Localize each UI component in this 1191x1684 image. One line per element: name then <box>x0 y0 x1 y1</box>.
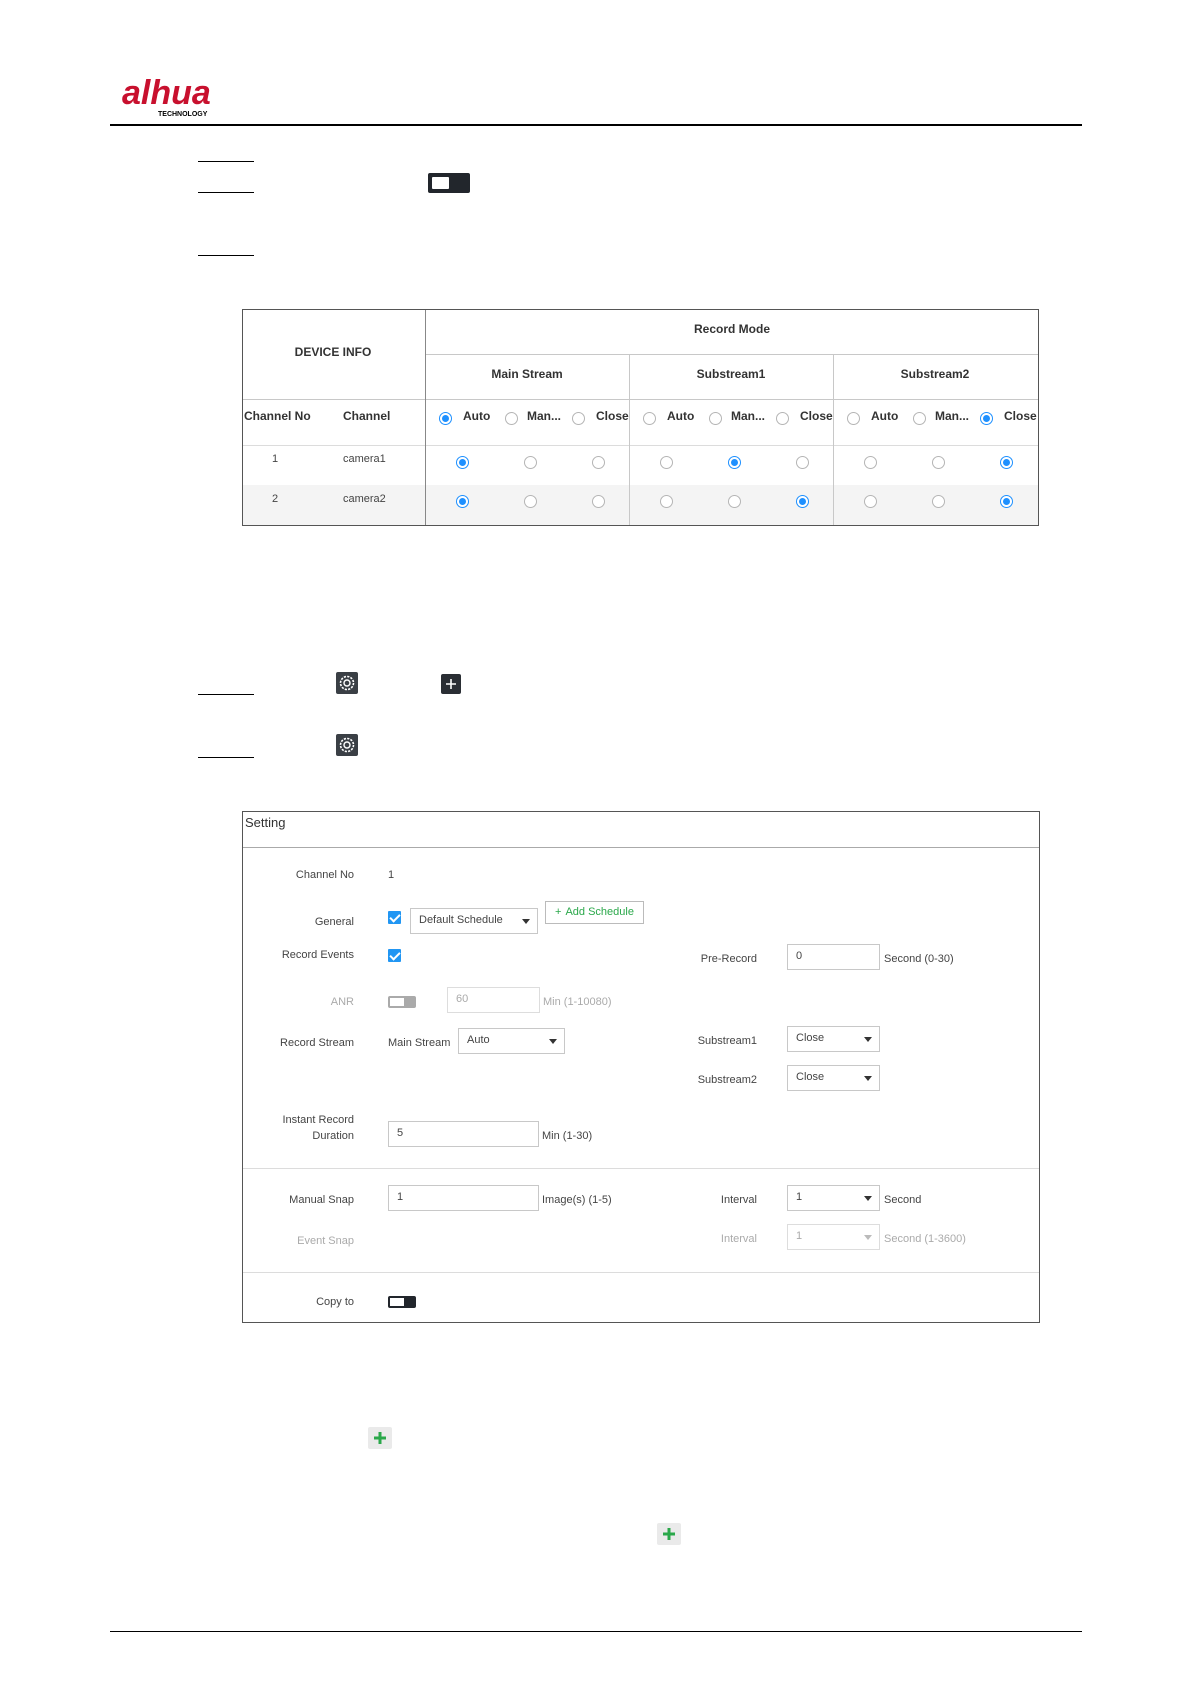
manual-snap-unit: Image(s) (1-5) <box>542 1194 612 1206</box>
record-mode-option-label: Close <box>1004 409 1037 423</box>
record-mode-radio[interactable] <box>796 456 809 469</box>
record-mode-radio[interactable] <box>796 495 809 508</box>
record-mode-radio-header[interactable] <box>847 412 860 425</box>
record-mode-radio[interactable] <box>524 456 537 469</box>
logo-sub: TECHNOLOGY <box>158 111 208 118</box>
record-events-label: Record Events <box>281 949 354 961</box>
record-mode-radio[interactable] <box>864 495 877 508</box>
record-mode-radio[interactable] <box>1000 456 1013 469</box>
event-interval-select[interactable]: 1 <box>787 1224 880 1250</box>
record-mode-radio[interactable] <box>456 456 469 469</box>
record-mode-radio-header[interactable] <box>439 412 452 425</box>
pre-record-label: Pre-Record <box>700 953 757 965</box>
step-marker <box>198 255 254 256</box>
instant-record-label: Instant Record <box>282 1114 354 1126</box>
instant-record-input[interactable]: 5 <box>388 1121 539 1147</box>
stream-header-sub1: Substream1 <box>696 367 766 381</box>
anr-unit: Min (1-10080) <box>543 996 612 1008</box>
record-mode-radio[interactable] <box>932 495 945 508</box>
record-mode-radio[interactable] <box>1000 495 1013 508</box>
record-mode-option-label: Auto <box>871 409 899 423</box>
record-mode-radio[interactable] <box>456 495 469 508</box>
row-channel-name: camera2 <box>343 493 386 505</box>
record-mode-option-label: Close <box>800 409 833 423</box>
record-stream-label: Record Stream <box>280 1037 354 1049</box>
interval-unit: Second <box>884 1194 922 1206</box>
header-rule <box>110 124 1082 126</box>
record-mode-radio-header[interactable] <box>709 412 722 425</box>
plus-icon: + <box>555 906 562 918</box>
record-mode-radio-header[interactable] <box>980 412 993 425</box>
general-schedule-select[interactable]: Default Schedule <box>410 908 538 934</box>
table-row-bg <box>243 485 1038 525</box>
row-channel-no: 2 <box>272 493 279 505</box>
setting-panel <box>242 811 1040 1323</box>
instant-record-label-2: Duration <box>312 1130 354 1142</box>
stream-header-sub2: Substream2 <box>900 367 970 381</box>
logo-text: alhua <box>122 74 211 112</box>
event-interval-unit: Second (1-3600) <box>884 1233 966 1245</box>
record-mode-option-label: Man... <box>527 409 562 423</box>
record-mode-radio-header[interactable] <box>572 412 585 425</box>
stream-header-main: Main Stream <box>491 367 563 381</box>
add-schedule-button[interactable]: + Add Schedule <box>545 901 644 924</box>
manual-snap-label: Manual Snap <box>289 1194 354 1206</box>
pre-record-unit: Second (0-30) <box>884 953 954 965</box>
record-mode-option-label: Auto <box>463 409 491 423</box>
instant-record-unit: Min (1-30) <box>542 1130 593 1142</box>
record-mode-radio-header[interactable] <box>776 412 789 425</box>
record-mode-radio[interactable] <box>592 456 605 469</box>
device-info-header: DEVICE INFO <box>294 345 372 359</box>
step-marker <box>198 694 254 695</box>
main-stream-select[interactable]: Auto <box>458 1028 565 1054</box>
anr-toggle[interactable] <box>388 996 416 1008</box>
record-mode-table <box>242 309 1039 526</box>
manual-snap-input[interactable]: 1 <box>388 1185 539 1211</box>
substream2-label: Substream2 <box>697 1074 757 1086</box>
substream1-select[interactable]: Close <box>787 1026 880 1052</box>
anr-input[interactable]: 60 <box>447 987 540 1013</box>
record-mode-radio-header[interactable] <box>643 412 656 425</box>
toggle-switch-icon <box>428 173 470 193</box>
dahua-logo <box>122 74 252 118</box>
gear-icon <box>336 672 358 694</box>
general-label: General <box>314 916 354 928</box>
col-channel: Channel <box>343 409 391 423</box>
step-marker <box>198 192 254 193</box>
row-channel-no: 1 <box>272 453 279 465</box>
record-mode-radio-header[interactable] <box>913 412 926 425</box>
interval-label: Interval <box>720 1194 757 1206</box>
record-mode-radio[interactable] <box>728 495 741 508</box>
event-snap-label: Event Snap <box>297 1235 354 1247</box>
anr-label: ANR <box>330 996 354 1008</box>
row-channel-name: camera1 <box>343 453 386 465</box>
record-mode-option-label: Man... <box>731 409 766 423</box>
record-mode-radio[interactable] <box>524 495 537 508</box>
record-mode-header: Record Mode <box>693 322 771 336</box>
substream2-select[interactable]: Close <box>787 1065 880 1091</box>
record-mode-radio-header[interactable] <box>505 412 518 425</box>
channel-no-value: 1 <box>388 869 395 881</box>
add-plus-icon <box>368 1427 392 1449</box>
step-marker <box>198 161 254 162</box>
record-mode-radio[interactable] <box>592 495 605 508</box>
general-checkbox[interactable] <box>388 911 401 924</box>
main-stream-label: Main Stream <box>388 1037 451 1049</box>
record-mode-option-label: Close <box>596 409 629 423</box>
interval-select[interactable]: 1 <box>787 1185 880 1211</box>
copy-to-label: Copy to <box>316 1296 354 1308</box>
record-mode-radio[interactable] <box>660 495 673 508</box>
add-plus-icon <box>657 1523 681 1545</box>
channel-no-label: Channel No <box>295 869 354 881</box>
gear-icon <box>336 734 358 756</box>
record-mode-option-label: Auto <box>667 409 695 423</box>
plus-icon <box>441 674 461 694</box>
copy-to-toggle[interactable] <box>388 1296 416 1308</box>
record-mode-radio[interactable] <box>728 456 741 469</box>
pre-record-input[interactable]: 0 <box>787 944 880 970</box>
record-mode-radio[interactable] <box>660 456 673 469</box>
record-mode-option-label: Man... <box>935 409 970 423</box>
footer-rule <box>110 1631 1082 1632</box>
setting-title: Setting <box>245 815 286 830</box>
event-interval-label: Interval <box>720 1233 757 1245</box>
substream1-label: Substream1 <box>697 1035 757 1047</box>
record-mode-radio[interactable] <box>864 456 877 469</box>
record-mode-radio[interactable] <box>932 456 945 469</box>
col-channel-no: Channel No <box>244 409 311 423</box>
record-events-checkbox[interactable] <box>388 949 401 962</box>
step-marker <box>198 757 254 758</box>
